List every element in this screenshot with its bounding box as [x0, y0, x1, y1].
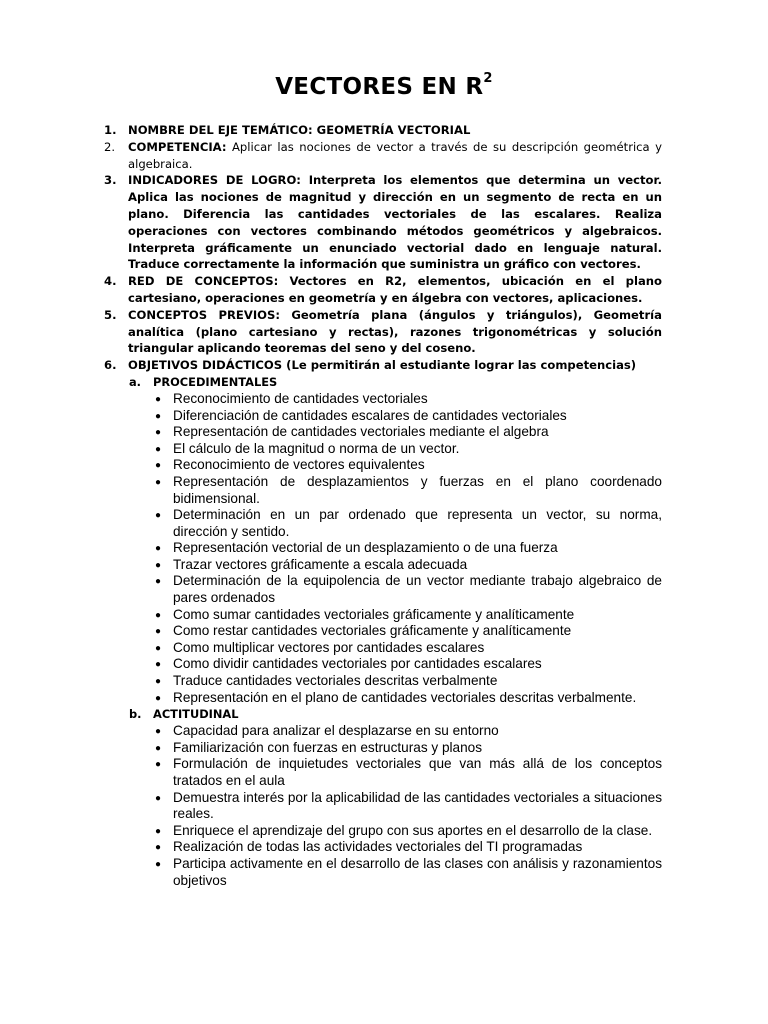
section-text: (Le permitirán al estudiante lograr las competencias) [282, 358, 637, 373]
list-item [153, 756, 662, 789]
bullet-icon: ● [155, 476, 162, 488]
bullet-icon: ● [155, 410, 162, 422]
objectives-actitudinal [100, 706, 662, 889]
title-superscript: 2 [483, 71, 493, 87]
document-title [0, 71, 768, 100]
bullet-icon: ● [155, 825, 162, 837]
bullet-icon: ● [155, 726, 162, 738]
bullet-icon: ● [155, 576, 162, 588]
bullet-icon: ● [155, 460, 162, 472]
list-item [153, 656, 662, 673]
section-heading: OBJETIVOS DIDÁCTICOS [128, 358, 283, 373]
list-item [153, 507, 662, 540]
section-text: Aplicar las nociones de vector a través de su descripción geométrica y algebraica. [128, 139, 662, 171]
list-item-text: Reconocimiento de cantidades vectoriales [173, 390, 428, 406]
section-number: 3. [104, 173, 117, 188]
list-item [153, 408, 662, 425]
section-text: Vectores en R2, elementos, ubicación en el plano cartesiano, operaciones en geometría y en álgebra con vectores, aplicaciones. [128, 274, 662, 305]
section-number: 6. [104, 358, 117, 373]
section-heading: NOMBRE DEL EJE TEMÁTICO: [128, 123, 313, 137]
list-item [153, 391, 662, 408]
list-item [153, 424, 662, 441]
list-item-text: Familiarización con fuerzas en estructuras y planos [173, 739, 483, 755]
section-number: 4. [104, 274, 117, 289]
list-item-text: Enriquece el aprendizaje del grupo con sus aportes en el desarrollo de la clase. [173, 822, 653, 838]
section-2 [100, 139, 662, 173]
list-item [153, 441, 662, 458]
list-item-text: Como restar cantidades vectoriales gráficamente y analíticamente [173, 623, 572, 639]
bullet-icon: ● [155, 742, 162, 754]
list-item-text: Determinación en un par ordenado que representa un vector, su norma, dirección y sentido. [173, 507, 662, 539]
list-item-text: Representación de desplazamientos y fuerzas en el plano coordenado bidimensional. [173, 473, 662, 506]
list-item [153, 690, 662, 707]
bullet-icon: ● [155, 692, 162, 704]
list-item-text: Traduce cantidades vectoriales descritas verbalmente [173, 673, 498, 689]
bullet-icon: ● [155, 427, 162, 439]
bullet-icon: ● [155, 393, 162, 405]
list-item [153, 573, 662, 606]
list-item-text: Representación de cantidades vectoriales mediante el algebra [173, 424, 549, 440]
section-number: 2. [104, 139, 116, 154]
section-text: GEOMETRÍA VECTORIAL [312, 123, 471, 137]
section-5 [100, 307, 662, 357]
bullet-icon: ● [155, 626, 162, 638]
section-heading: COMPETENCIA: [128, 139, 227, 154]
bullet-icon: ● [155, 792, 162, 804]
section-number: 1. [104, 123, 117, 137]
bullet-icon: ● [155, 443, 162, 455]
list-item-text: Determinación de la equipolencia de un vector mediante trabajo algebraico de pares ordenados [173, 573, 662, 606]
section-text: Interpreta los elementos que determina un vector. Aplica las nociones de magnitud y dirección en un segmento de recta en un plano. Diferencia las cantidades vectoriales de las escalares. Realiza operaciones con vectores combinando métodos geométricos y algebraicos. Interpreta gráficamente un enunciado vectorial dado en lenguaje natural. Traduce correctamente la información que suministra un gráfico con vectores. [128, 173, 662, 272]
list-item-text: Realización de todas las actividades vectoriales del TI programadas [173, 839, 583, 855]
subsection-heading: ACTITUDINAL [153, 707, 239, 722]
list-item [153, 740, 662, 757]
list-item [153, 474, 662, 507]
bullet-icon: ● [155, 676, 162, 688]
list-item-text: Como multiplicar vectores por cantidades escalares [173, 639, 485, 655]
bullet-icon: ● [155, 858, 162, 870]
list-item-text: Trazar vectores gráficamente a escala adecuada [173, 556, 468, 572]
objectives-procedimentales [100, 374, 662, 706]
section-heading: INDICADORES DE LOGRO: [128, 173, 301, 188]
section-4 [100, 273, 662, 307]
list-item-text: Como sumar cantidades vectoriales gráficamente y analíticamente [173, 606, 575, 622]
list-item-text: Demuestra interés por la aplicabilidad de las cantidades vectoriales a situaciones reales. [173, 789, 662, 822]
list-item-text: Formulación de inquietudes vectoriales que van más allá de los conceptos tratados en el aula [173, 756, 662, 789]
section-number: 5. [104, 307, 117, 322]
bullet-icon: ● [155, 842, 162, 854]
list-item-text: Diferenciación de cantidades escalares de cantidades vectoriales [173, 407, 567, 423]
list-item [153, 839, 662, 856]
list-item [153, 723, 662, 740]
list-item-text: Representación vectorial de un desplazamiento o de una fuerza [173, 540, 558, 556]
list-item [153, 823, 662, 840]
section-1 [100, 122, 662, 139]
list-item-text: Capacidad para analizar el desplazarse en su entorno [173, 723, 499, 739]
section-heading: RED DE CONCEPTOS: [128, 274, 279, 289]
bullet-icon: ● [155, 559, 162, 571]
list-item-text: Como dividir cantidades vectoriales por cantidades escalares [173, 656, 542, 672]
list-item-text: Reconocimiento de vectores equivalentes [173, 457, 425, 473]
list-item-text: Participa activamente en el desarrollo de las clases con análisis y razonamientos objetivos [173, 855, 662, 888]
list-item-text: Representación en el plano de cantidades vectoriales descritas verbalmente. [173, 689, 637, 705]
list-item [153, 673, 662, 690]
list-item-text: El cálculo de la magnitud o norma de un vector. [173, 440, 460, 456]
bullet-icon: ● [155, 659, 162, 671]
title-text: VECTORES EN R [275, 74, 484, 100]
numbered-list [100, 122, 662, 889]
procedimentales-list [153, 391, 662, 706]
section-text: Geometría plana (ángulos y triángulos), Geometría analítica (plano cartesiano y rectas), razones trigonométricas y solución triangular aplicando teoremas del seno y del coseno. [128, 307, 662, 356]
subsection-letter: b. [129, 707, 142, 722]
bullet-icon: ● [155, 609, 162, 621]
list-item [153, 607, 662, 624]
bullet-icon: ● [155, 543, 162, 555]
list-item [153, 623, 662, 640]
section-3 [100, 172, 662, 273]
section-6 [100, 357, 662, 374]
section-heading: CONCEPTOS PREVIOS: [128, 307, 280, 322]
list-item [153, 457, 662, 474]
list-item [153, 790, 662, 823]
list-item [153, 856, 662, 889]
list-item [153, 540, 662, 557]
list-item [153, 640, 662, 657]
list-item [153, 557, 662, 574]
subsection-letter: a. [129, 374, 142, 389]
actitudinal-list [153, 723, 662, 889]
bullet-icon: ● [155, 642, 162, 654]
subsection-heading: PROCEDIMENTALES [153, 374, 278, 389]
bullet-icon: ● [155, 759, 162, 771]
bullet-icon: ● [155, 510, 162, 522]
